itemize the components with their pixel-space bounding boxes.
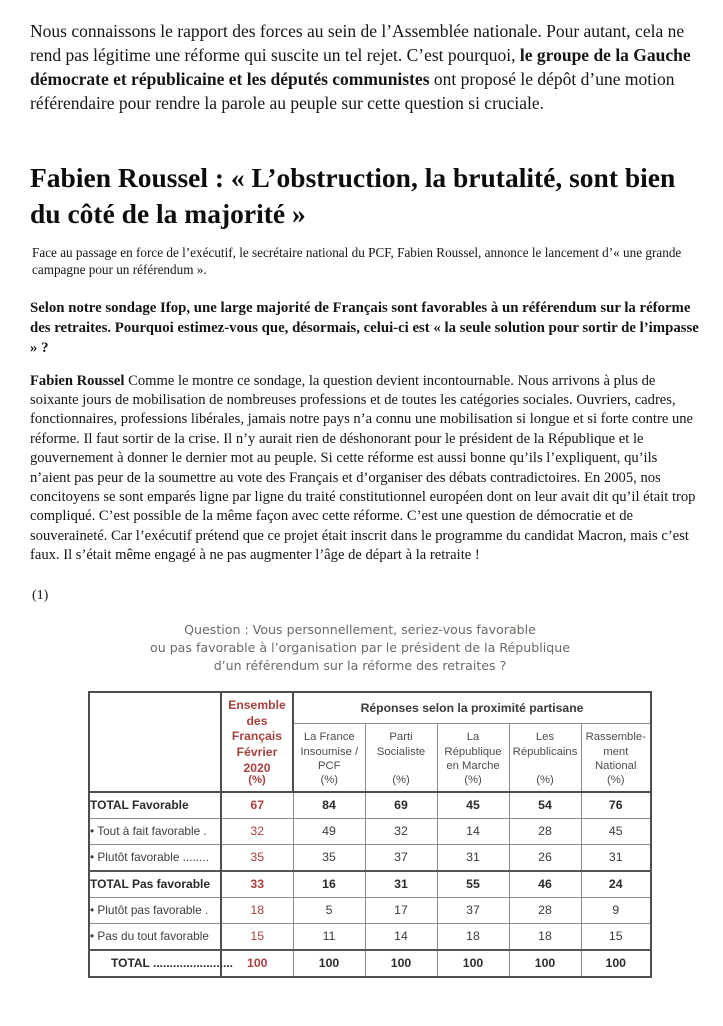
table-row (89, 897, 651, 923)
table-row (89, 923, 651, 950)
party-unit: (%) (392, 773, 410, 786)
corner-cell (89, 692, 221, 792)
party-name: Parti Socialiste (376, 730, 426, 758)
survey-figure (30, 621, 696, 978)
value-cell: 49 (293, 818, 365, 844)
ensemble-header-unit: (%) (248, 773, 266, 786)
value-cell: 31 (437, 844, 509, 871)
party-name: La République en Marche (444, 730, 502, 773)
value-cell: 31 (581, 844, 651, 871)
value-cell: 32 (221, 818, 293, 844)
party-header-lfi-pcf (293, 723, 365, 791)
value-cell: 67 (221, 792, 293, 819)
value-cell: 18 (509, 923, 581, 950)
value-cell: 100 (221, 950, 293, 977)
answer-text: Comme le montre ce sondage, la question devient incontournable. Nous arrivons à plus de soixante jours de mobilisation de nombreuses professions et de toutes les catégories sociales. Ouvriers, cadres, fonctionnaires, professions libérales, jamais notre pays n’a connu une mobilisation si longue et si forte contre une réforme. Il faut sortir de la crise. Il n’y aurait rien de déshonorant pour le président de la République et le gouvernement à donner le dernier mot au peuple. Si cette réforme est aussi bonne qu’ils l’expliquent, qu’ils n’aient pas peur de la soumettre au vote des Français et d’organiser des débats contradictoires. En 2005, nos concitoyens se sont emparés ligne par ligne du traité constitutionnel européen dont on leur avait dit qu’il était trop compliqué. C’est possible de la même façon avec cette réforme. C’est une question de démocratie et de souveraineté. Car l’exécutif prétend que ce projet était inscrit dans le programme du candidat Macron, mais c’est faux. Il s’était même engagé à ne pas augmenter l’âge de départ à la retraite ! (30, 372, 696, 564)
value-cell: 32 (365, 818, 437, 844)
value-cell: 35 (293, 844, 365, 871)
value-cell: 17 (365, 897, 437, 923)
row-label-cell: • Tout à fait favorable . (89, 818, 221, 844)
intro-text-bold: le groupe de la Gauche démocrate et républicaine et les députés communistes (30, 44, 691, 89)
value-cell: 15 (581, 923, 651, 950)
value-cell: 33 (221, 871, 293, 898)
value-cell: 15 (221, 923, 293, 950)
table-header-row-1 (89, 692, 651, 724)
value-cell: 14 (365, 923, 437, 950)
party-name: Les Républicains (512, 730, 578, 758)
value-cell: 26 (509, 844, 581, 871)
party-group-header: Réponses selon la proximité partisane (293, 692, 651, 724)
survey-table (88, 691, 652, 978)
value-cell: 5 (293, 897, 365, 923)
value-cell: 16 (293, 871, 365, 898)
row-label-cell: • Plutôt pas favorable . (89, 897, 221, 923)
value-cell: 76 (581, 792, 651, 819)
row-label-cell: TOTAL ........................ (89, 950, 221, 977)
footnote-marker: (1) (32, 587, 49, 603)
intro-paragraph (30, 20, 698, 116)
value-cell: 84 (293, 792, 365, 819)
value-cell: 55 (437, 871, 509, 898)
row-label-cell: TOTAL Pas favorable (89, 871, 221, 898)
intro-text-lead: Nous connaissons le rapport des forces au sein de l’Assemblée nationale. Pour autant, cela ne rend pas légitime une réforme qui suscite un tel rejet. C’est pourquoi, (30, 21, 685, 65)
value-cell: 9 (581, 897, 651, 923)
value-cell: 100 (437, 950, 509, 977)
interview-answer (30, 372, 700, 566)
party-unit: (%) (606, 773, 625, 786)
party-name: La France Insoumise / PCF (300, 730, 359, 773)
party-header-lr (509, 723, 581, 791)
value-cell: 45 (581, 818, 651, 844)
value-cell: 45 (437, 792, 509, 819)
table-row (89, 950, 651, 977)
value-cell: 28 (509, 818, 581, 844)
party-unit: (%) (320, 773, 339, 786)
party-header-ps (365, 723, 437, 791)
survey-question: Question : Vous personnellement, seriez-vous favorable ou pas favorable à l’organisation par le président de la République d’un référendum sur la réforme des retraites ? (150, 621, 570, 673)
ensemble-column-header (221, 692, 293, 792)
row-label-cell: • Pas du tout favorable (89, 923, 221, 950)
interview-question: Selon notre sondage Ifop, une large majorité de Français sont favorables à un référendum sur la réforme des retraites. Pourquoi estimez-vous que, désormais, celui-ci est « la seule solution pour sortir de l’impasse » ? (30, 300, 699, 356)
row-label-cell: • Plutôt favorable ........ (89, 844, 221, 871)
row-label-cell: TOTAL Favorable (89, 792, 221, 819)
value-cell: 35 (221, 844, 293, 871)
value-cell: 100 (293, 950, 365, 977)
table-row (89, 818, 651, 844)
party-name: Rassemble- ment National (585, 730, 646, 773)
value-cell: 100 (581, 950, 651, 977)
standfirst: Face au passage en force de l’exécutif, le secrétaire national du PCF, Fabien Roussel, annonce le lancement d’« une grande campagne pour un référendum ». (32, 245, 682, 278)
table-row (89, 792, 651, 819)
party-header-lrem (437, 723, 509, 791)
value-cell: 100 (365, 950, 437, 977)
value-cell: 14 (437, 818, 509, 844)
value-cell: 28 (509, 897, 581, 923)
value-cell: 37 (365, 844, 437, 871)
table-row (89, 871, 651, 898)
value-cell: 18 (437, 923, 509, 950)
value-cell: 54 (509, 792, 581, 819)
value-cell: 31 (365, 871, 437, 898)
party-unit: (%) (464, 773, 482, 786)
value-cell: 37 (437, 897, 509, 923)
ensemble-header-title: Ensemble des Français Février 2020 (228, 697, 286, 776)
headline: Fabien Roussel : « L’obstruction, la brutalité, sont bien du côté de la majorité » (30, 161, 676, 229)
party-header-rn (581, 723, 651, 791)
value-cell: 69 (365, 792, 437, 819)
value-cell: 11 (293, 923, 365, 950)
value-cell: 46 (509, 871, 581, 898)
value-cell: 18 (221, 897, 293, 923)
party-unit: (%) (536, 773, 554, 786)
speaker-name: Fabien Roussel (30, 372, 125, 389)
value-cell: 24 (581, 871, 651, 898)
table-row (89, 844, 651, 871)
intro-text-tail: ont proposé le dépôt d’une motion référendaire pour rendre la parole au peuple sur cette question si cruciale. (30, 68, 675, 113)
value-cell: 100 (509, 950, 581, 977)
